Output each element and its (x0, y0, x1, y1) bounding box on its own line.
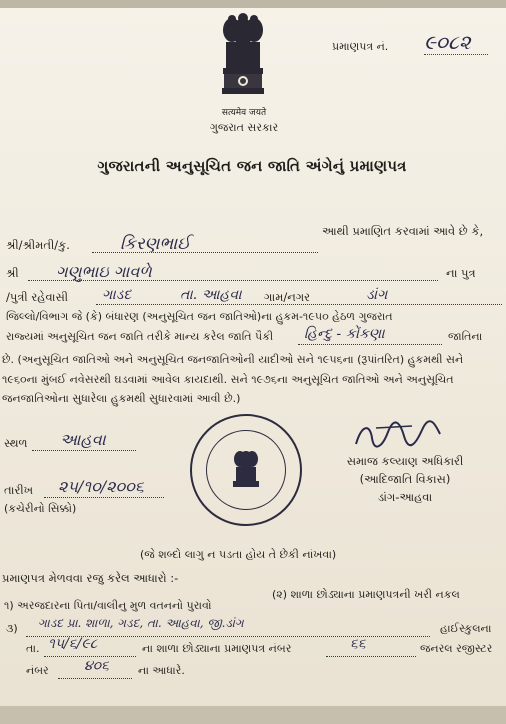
certificate-number: ૯૦૮૨ (424, 30, 488, 55)
high-school-label: હાઈસ્કુલના (440, 622, 492, 635)
officer-title: સમાજ કલ્યાણ અધિકારી (346, 454, 464, 468)
name-prefix: શ્રી/શ્રીમતી/કુ. (6, 238, 70, 252)
father-prefix: શ્રી (6, 266, 19, 280)
instruction-note: (જે શબ્દો લાગુ ન પડતા હોય તે છેકી નાંખવા) (140, 548, 337, 561)
resident-label: /પુત્રી રહેવાસી (6, 290, 69, 304)
officer-location: ડાંગ-આહવા (377, 490, 433, 504)
lc-number: ૬૬ (350, 636, 366, 652)
seal-emblem-icon (230, 449, 262, 491)
lc-number-label: ના શાળા છોડ્યાના પ્રમાણપત્ર નંબર (142, 642, 292, 655)
dated-value: ૧૫/૬/૯૮ (48, 636, 98, 652)
officer-signature (352, 418, 444, 454)
emblem-motto: सत्यमेव जयते (221, 108, 267, 118)
national-emblem-icon (218, 12, 268, 104)
government-name: ગુજરાત સરકાર (209, 121, 279, 134)
date-underline (44, 497, 164, 498)
register-number: ૪૦૬ (84, 658, 109, 674)
certificate-title: ગુજરાતની અનુસૂચિત જન જાતિ અંગેનું પ્રમાણપત્ર (97, 157, 407, 175)
legal-paragraph: છે. (અનુસૂચિત જાતિઓ અને અનુસૂચિત જનજાતિઓની યાદીઓ સને ૧૯૫૬ના (રૂપાંતરિત) હુકમથી સને ૧૯૬૦ના મુંબઈ નવેસરથી ઘડવામાં આવેલ કાયદાથી. સને ૧૯૭૬ના અનુસૂચિત જાતિઓ અને અનુસૂચિત જનજાતિઓના સુધારેલા હુકમથી સુધારવામાં આવી છે.) (2, 353, 464, 405)
state-line: રાજ્યમાં અનુસૂચિત જન જાતિ તરીકે માન્ય કરેલ જાતિ પૈકી (6, 330, 274, 343)
date-value: ૨૫/૧૦/૨૦૦૬ (58, 477, 144, 496)
register-number-underline (58, 678, 132, 679)
certificate-number-label: પ્રમાણપત્ર નં. (332, 40, 389, 53)
tribe-suffix: જાતિના (448, 330, 483, 343)
son-of-label: ના પુત્ર (446, 266, 476, 280)
certification-intro: આથી પ્રમાણિત કરવામાં આવે છે કે, (322, 224, 484, 238)
place-underline (32, 450, 136, 451)
place-value: આહવા (60, 430, 106, 449)
tribe-underline (298, 344, 442, 345)
date-label: તારીખ (4, 483, 34, 497)
office-seal-label: (કચેરીનો સિક્કો) (4, 502, 77, 515)
lc-number-underline (326, 656, 416, 657)
district-line: જિલ્લો/વિભાગ જે (કે) બંધારણ (અનુસૂચિત જન જાતિઓ)ના હુકમ-૧૯૫૦ હેઠળ ગુજરાત (6, 310, 393, 323)
father-name: ગણુભાઇ ગાવળે (56, 262, 152, 281)
register-label: જનરલ રજીસ્ટર (420, 642, 493, 655)
officer-block (330, 452, 480, 506)
document-item-2: (૨) શાળા છોડ્યાના પ્રમાણપત્રની ખરી નકલ (272, 588, 460, 601)
applicant-name: કિરણભાઈ (120, 234, 191, 254)
village-city-label: ગામ/નગર (264, 290, 311, 304)
seal-inner-ring (206, 430, 286, 510)
district-name: ડાંગ (366, 287, 388, 303)
page-edge-bottom (0, 706, 506, 724)
place-label: સ્થળ (4, 436, 28, 450)
document-item-3-number: ૩) (6, 622, 18, 635)
dated-label: તા. (26, 642, 40, 655)
village-name: ગાડદ (102, 287, 132, 303)
dated-underline (44, 656, 136, 657)
document-item-1: ૧) અરજદારના પિતા/વાલીનુ મુળ વતનનો પુરાવો (4, 599, 212, 612)
taluka-name: તા. આહવા (180, 287, 242, 303)
basis-suffix: ના આધારે. (138, 664, 185, 677)
officer-department: (આદિજાતિ વિકાસ) (359, 472, 451, 486)
page-edge-top (0, 0, 506, 8)
documents-heading: પ્રમાણપત્ર મેળવવા રજુ કરેલ આધારો :- (2, 571, 179, 585)
tribe-name: હિન્દુ - કોંકણા (304, 326, 385, 342)
school-name: ગાડદ પ્રા. શાળા, ગડદ, તા. આહવા, જી.ડાંગ (38, 616, 244, 630)
register-number-label: નંબર (26, 664, 49, 677)
official-seal (190, 414, 302, 526)
